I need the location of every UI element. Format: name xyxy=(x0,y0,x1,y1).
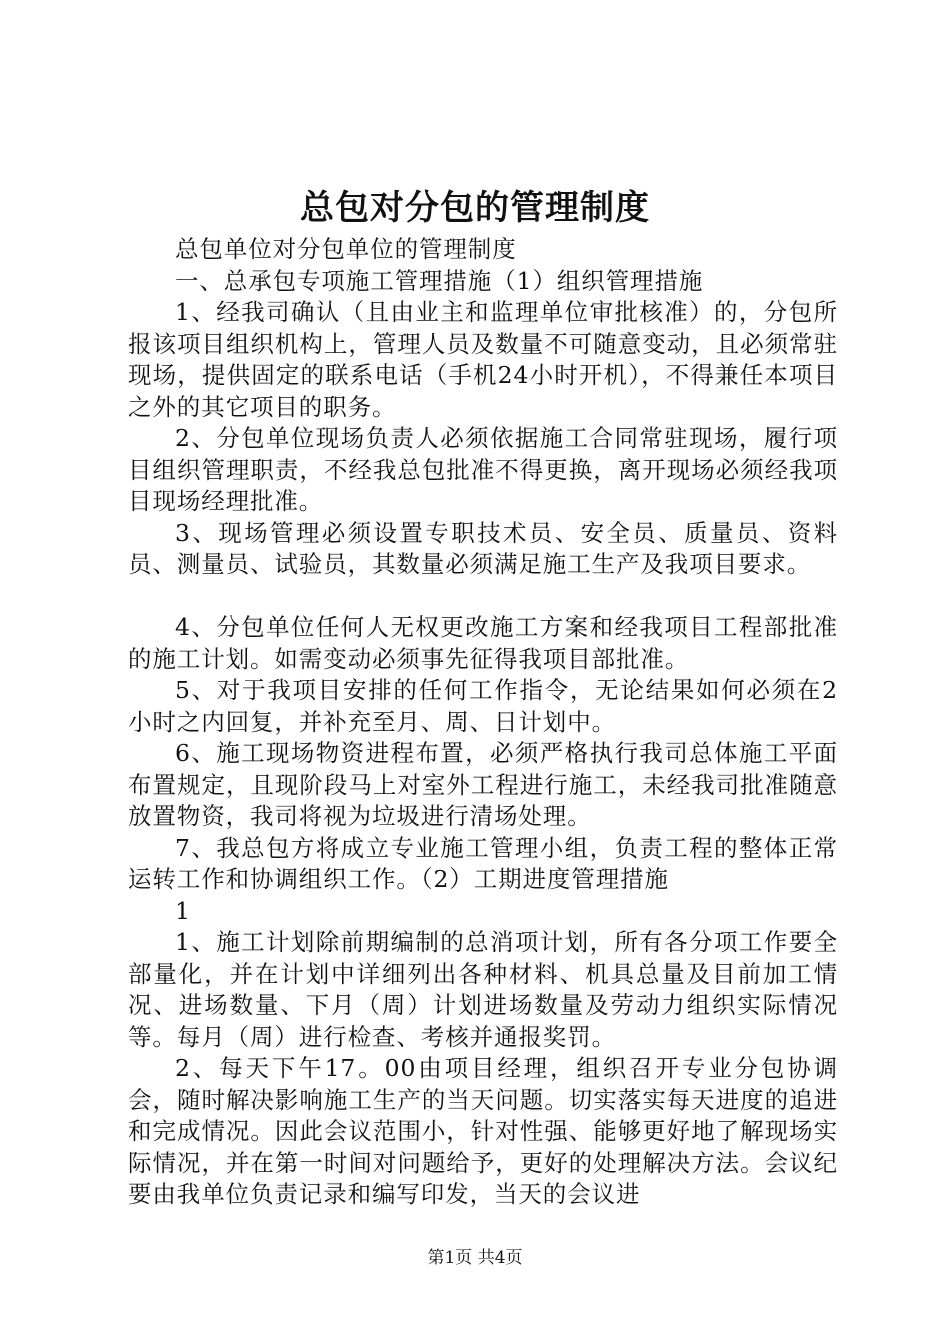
document-body xyxy=(128,234,838,1211)
paragraph-item-1: 1、经我司确认（且由业主和监理单位审批核准）的，分包所报该项目组织机构上，管理人员及数量不可随意变动，且必须常驻现场，提供固定的联系电话（手机24小时开机），不得兼任本项目之外的其它项目的职务。 xyxy=(128,298,838,421)
page-footer: 第1页 共4页 xyxy=(427,1248,523,1268)
paragraph-section-1-heading: 一、总承包专项施工管理措施（1）组织管理措施 xyxy=(175,266,704,295)
paragraph-schedule-item-1: 1、施工计划除前期编制的总消项计划，所有各分项工作要全部量化，并在计划中详细列出各种材料、机具总量及目前加工情况、进场数量、下月（周）计划进场数量及劳动力组织实际情况等。每月（周）进行检查、考核并通报奖罚。 xyxy=(128,928,838,1051)
paragraph-item-6: 6、施工现场物资进程布置，必须严格执行我司总体施工平面布置规定，且现阶段马上对室外工程进行施工，未经我司批准随意放置物资，我司将视为垃圾进行清场处理。 xyxy=(128,739,838,830)
paragraph-item-3: 3、现场管理必须设置专职技术员、安全员、质量员、资料员、测量员、试验员，其数量必须满足施工生产及我项目要求。 xyxy=(128,518,838,578)
paragraph-schedule-item-2: 2、每天下午17。00由项目经理，组织召开专业分包协调会，随时解决影响施工生产的当天问题。切实落实每天进度的追进和完成情况。因此会议范围小，针对性强、能够更好地了解现场实际情况，并在第一时间对问题给予，更好的处理解决方法。会议纪要由我单位负责记录和编写印发，当天的会议进 xyxy=(128,1054,838,1208)
document-title: 总包对分包的管理制度 xyxy=(300,188,650,228)
paragraph-intro: 总包单位对分包单位的管理制度 xyxy=(175,235,517,263)
paragraph-item-2: 2、分包单位现场负责人必须依据施工合同常驻现场，履行项目组织管理职责，不经我总包批准不得更换，离开现场必须经我项目现场经理批准。 xyxy=(128,424,838,515)
paragraph-item-7: 7、我总包方将成立专业施工管理小组，负责工程的整体正常运转工作和协调组织工作。（2）工期进度管理措施 xyxy=(128,833,838,893)
paragraph-item-5: 5、对于我项目安排的任何工作指令，无论结果如何必须在2小时之内回复，并补充至月、周、日计划中。 xyxy=(128,676,838,736)
paragraph-page-marker: 1 xyxy=(175,896,191,925)
paragraph-item-4: 4、分包单位任何人无权更改施工方案和经我项目工程部批准的施工计划。如需变动必须事先征得我项目部批准。 xyxy=(128,613,838,673)
